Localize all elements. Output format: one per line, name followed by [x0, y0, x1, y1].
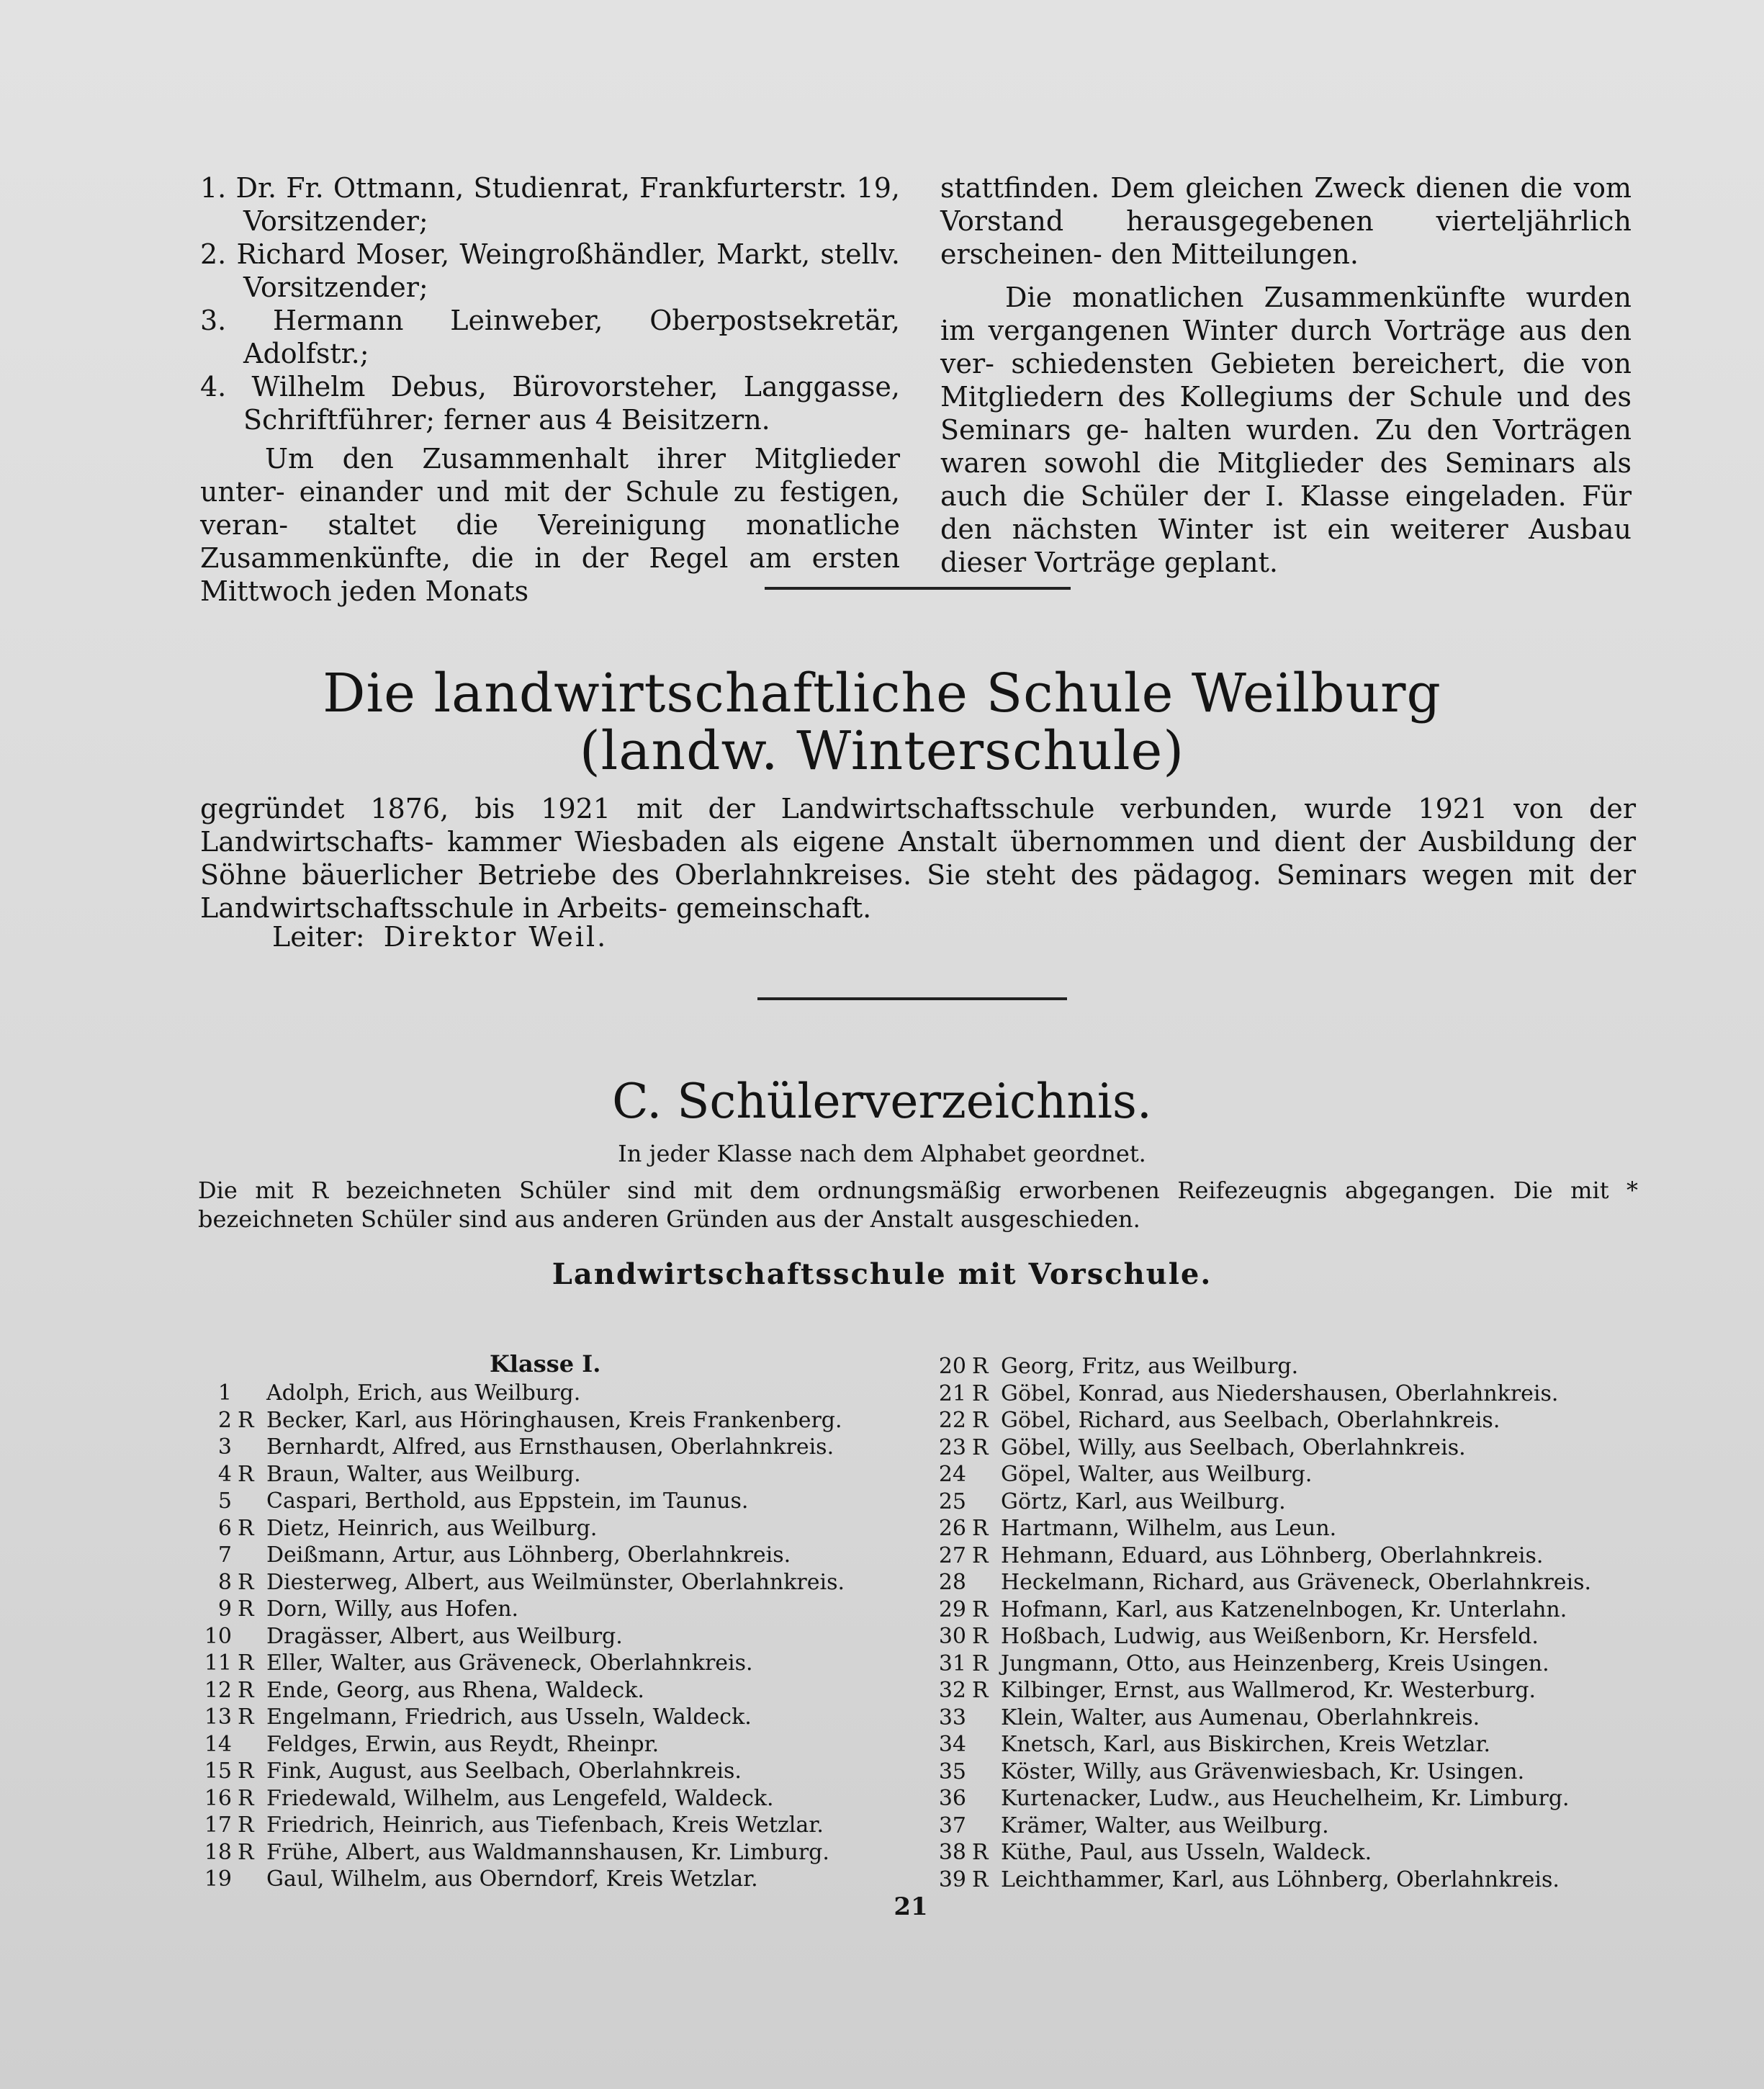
student-flag: R — [238, 1839, 254, 1865]
student-row — [180, 1488, 922, 1515]
student-flag: R — [238, 1569, 254, 1595]
student-number: 26 — [938, 1516, 966, 1541]
student-flag: R — [972, 1596, 989, 1622]
student-entry: Hofmann, Karl, aus Katzenelnbogen, Kr. Unterlahn. — [1001, 1596, 1567, 1622]
student-number: 30 — [938, 1624, 966, 1649]
student-entry: Göpel, Walter, aus Weilburg. — [1001, 1462, 1313, 1487]
right-paragraph-2: Die monatlichen Zusammenkünfte wurden im vergangenen Winter durch Vorträge aus den ver- schiedensten Gebieten bereichert, die von Mitgliedern des Kollegiums der Schule und des Seminars ge- halten wurden. Zu den Vorträgen waren sowohl die Mitglieder des Seminars als auch die Schüler der I. Klasse eingeladen. Für den nächsten Winter ist ein weiterer Ausbau dieser Vorträge geplant. — [940, 282, 1632, 578]
student-number: 24 — [938, 1462, 966, 1487]
member-2: 2. Richard Moser, Weingroßhändler, Markt, stellv. Vorsitzender; — [200, 238, 900, 303]
student-flag: R — [972, 1542, 989, 1568]
student-row — [180, 1542, 922, 1569]
student-flag — [238, 1434, 266, 1461]
student-flag — [238, 1731, 266, 1758]
student-row — [914, 1407, 1634, 1434]
student-number: 11 — [204, 1650, 232, 1676]
student-row — [914, 1488, 1634, 1516]
student-row — [914, 1839, 1634, 1866]
student-number: 12 — [204, 1677, 232, 1703]
student-entry: Georg, Fritz, aus Weilburg. — [1001, 1354, 1299, 1379]
student-entry: Eller, Walter, aus Gräveneck, Oberlahnkreis. — [266, 1650, 753, 1676]
student-flag: R — [972, 1840, 989, 1865]
student-row — [180, 1515, 922, 1542]
student-number: 35 — [938, 1758, 966, 1784]
student-entry: Hartmann, Wilhelm, aus Leun. — [1001, 1516, 1337, 1541]
student-number: 9 — [217, 1596, 232, 1622]
student-number: 32 — [938, 1678, 966, 1703]
student-number: 23 — [938, 1434, 966, 1460]
student-entry: Küthe, Paul, aus Usseln, Waldeck. — [1001, 1840, 1372, 1865]
student-entry: Feldges, Erwin, aus Reydt, Rheinpr. — [266, 1731, 660, 1757]
register-note: Die mit R bezeichneten Schüler sind mit dem ordnungsmäßig erworbenen Reifezeugnis abgegangen. Die mit * bezeichneten Schüler sind aus anderen Gründen aus der Anstalt ausgeschieden. — [198, 1177, 1638, 1233]
student-number: 22 — [938, 1408, 966, 1433]
student-flag: R — [972, 1434, 989, 1460]
student-number: 37 — [938, 1812, 966, 1838]
student-number: 34 — [938, 1732, 966, 1757]
school-title-line-2: (landw. Winterschule) — [579, 720, 1185, 782]
leader-label: Leiter: — [272, 921, 365, 953]
student-entry: Hoßbach, Ludwig, aus Weißenborn, Kr. Hersfeld. — [1001, 1624, 1539, 1649]
student-number: 15 — [204, 1758, 232, 1784]
student-flag — [238, 1623, 266, 1650]
student-number: 7 — [217, 1542, 232, 1568]
register-subheading: In jeder Klasse nach dem Alphabet geordnet. — [618, 1140, 1146, 1167]
student-flag: R — [238, 1461, 254, 1487]
student-flag — [972, 1488, 1001, 1516]
klasse-label: Klasse I. — [490, 1350, 601, 1378]
student-entry: Dragässer, Albert, aus Weilburg. — [266, 1623, 623, 1649]
student-flag — [238, 1488, 266, 1515]
student-row — [180, 1650, 922, 1677]
student-list-left — [180, 1380, 922, 1893]
student-row — [914, 1677, 1634, 1704]
student-flag: R — [238, 1785, 254, 1811]
student-entry: Gaul, Wilhelm, aus Oberndorf, Kreis Wetzlar. — [266, 1866, 758, 1892]
student-flag: R — [972, 1650, 989, 1676]
student-number: 2 — [217, 1407, 232, 1433]
student-number: 4 — [217, 1461, 232, 1487]
divider-2 — [757, 997, 1067, 1000]
student-number: 1 — [217, 1380, 232, 1406]
student-flag — [238, 1380, 266, 1407]
student-flag — [972, 1785, 1001, 1812]
student-number: 14 — [204, 1731, 232, 1757]
school-title-line-1: Die landwirtschaftliche Schule Weilburg — [323, 662, 1441, 724]
student-number: 10 — [204, 1623, 232, 1649]
student-flag — [972, 1731, 1001, 1758]
student-number: 33 — [938, 1704, 966, 1730]
student-entry: Krämer, Walter, aus Weilburg. — [1001, 1812, 1329, 1838]
student-entry: Friedewald, Wilhelm, aus Lengefeld, Waldeck. — [266, 1785, 774, 1811]
student-entry: Ende, Georg, aus Rhena, Waldeck. — [266, 1677, 644, 1703]
student-row — [914, 1569, 1634, 1596]
student-entry: Engelmann, Friedrich, aus Usseln, Waldeck. — [266, 1704, 752, 1730]
member-4: 4. Wilhelm Debus, Bürovorsteher, Langgasse, Schriftführer; ferner aus 4 Beisitzern. — [200, 371, 900, 436]
student-entry: Göbel, Willy, aus Seelbach, Oberlahnkreis. — [1001, 1434, 1466, 1460]
student-row — [180, 1704, 922, 1731]
student-entry: Kilbinger, Ernst, aus Wallmerod, Kr. Westerburg. — [1001, 1678, 1536, 1703]
student-flag: R — [238, 1758, 254, 1784]
student-entry: Jungmann, Otto, aus Heinzenberg, Kreis Usingen. — [1001, 1650, 1549, 1676]
student-row — [914, 1434, 1634, 1462]
left-column — [200, 171, 900, 608]
student-entry: Dietz, Heinrich, aus Weilburg. — [266, 1515, 598, 1541]
student-number: 20 — [938, 1354, 966, 1379]
student-number: 5 — [217, 1488, 232, 1514]
student-flag: R — [972, 1516, 989, 1541]
student-number: 18 — [204, 1839, 232, 1865]
student-flag — [972, 1704, 1001, 1732]
student-entry: Hehmann, Eduard, aus Löhnberg, Oberlahnkreis. — [1001, 1542, 1544, 1568]
student-row — [180, 1677, 922, 1704]
student-flag — [972, 1758, 1001, 1786]
student-entry: Bernhardt, Alfred, aus Ernsthausen, Oberlahnkreis. — [266, 1434, 834, 1460]
student-entry: Heckelmann, Richard, aus Gräveneck, Oberlahnkreis. — [1001, 1570, 1592, 1595]
student-flag: R — [238, 1677, 254, 1703]
student-number: 13 — [204, 1704, 232, 1730]
student-entry: Friedrich, Heinrich, aus Tiefenbach, Kreis Wetzlar. — [266, 1812, 824, 1838]
student-row — [914, 1812, 1634, 1840]
student-row — [914, 1596, 1634, 1624]
student-number: 28 — [938, 1570, 966, 1595]
student-row — [180, 1623, 922, 1650]
student-flag: R — [972, 1678, 989, 1703]
divider-1 — [765, 587, 1071, 590]
student-row — [180, 1380, 922, 1407]
student-entry: Caspari, Berthold, aus Eppstein, im Taunus. — [266, 1488, 749, 1514]
student-row — [180, 1434, 922, 1461]
student-row — [180, 1812, 922, 1839]
student-row — [914, 1785, 1634, 1812]
student-number: 8 — [217, 1569, 232, 1595]
student-flag: R — [238, 1812, 254, 1838]
student-row — [914, 1380, 1634, 1408]
student-row — [914, 1731, 1634, 1758]
student-entry: Göbel, Richard, aus Seelbach, Oberlahnkreis. — [1001, 1408, 1500, 1433]
leader-name: Direktor Weil. — [383, 921, 608, 953]
student-row — [180, 1839, 922, 1866]
student-entry: Fink, August, aus Seelbach, Oberlahnkreis. — [266, 1758, 742, 1784]
student-flag — [972, 1461, 1001, 1488]
page-number: 21 — [894, 1892, 928, 1921]
student-number: 36 — [938, 1786, 966, 1811]
student-number: 21 — [938, 1380, 966, 1406]
student-row — [180, 1596, 922, 1623]
student-entry: Köster, Willy, aus Grävenwiesbach, Kr. Usingen. — [1001, 1758, 1525, 1784]
student-flag: R — [238, 1515, 254, 1541]
student-entry: Göbel, Konrad, aus Niedershausen, Oberlahnkreis. — [1001, 1380, 1559, 1406]
student-row — [914, 1704, 1634, 1732]
student-row — [914, 1542, 1634, 1570]
student-entry: Becker, Karl, aus Höringhausen, Kreis Frankenberg. — [266, 1407, 842, 1433]
student-flag — [238, 1542, 266, 1569]
student-flag — [972, 1569, 1001, 1596]
student-row — [914, 1758, 1634, 1786]
student-entry: Diesterweg, Albert, aus Weilmünster, Oberlahnkreis. — [266, 1569, 845, 1595]
student-row — [180, 1866, 922, 1893]
student-number: 17 — [204, 1812, 232, 1838]
student-flag: R — [972, 1408, 989, 1433]
student-row — [180, 1569, 922, 1596]
student-flag: R — [238, 1650, 254, 1676]
student-row — [914, 1353, 1634, 1380]
left-paragraph: Um den Zusammenhalt ihrer Mitglieder unter- einander und mit der Schule zu festigen, veran- staltet die Vereinigung monatliche Zusammenkünfte, die in der Regel am ersten Mittwoch jeden Monats — [200, 443, 900, 607]
student-flag: R — [238, 1407, 254, 1433]
student-flag: R — [238, 1596, 254, 1622]
right-column — [940, 171, 1632, 579]
student-number: 27 — [938, 1542, 966, 1568]
student-flag — [238, 1866, 266, 1893]
register-heading: C. Schülerverzeichnis. — [612, 1074, 1152, 1129]
student-row — [180, 1461, 922, 1488]
student-row — [914, 1623, 1634, 1650]
member-1: 1. Dr. Fr. Ottmann, Studienrat, Frankfurterstr. 19, Vorsitzender; — [200, 172, 900, 237]
student-flag: R — [972, 1354, 989, 1379]
student-row — [180, 1407, 922, 1434]
student-number: 6 — [217, 1515, 232, 1541]
student-entry: Braun, Walter, aus Weilburg. — [266, 1461, 581, 1487]
student-number: 19 — [204, 1866, 232, 1892]
student-entry: Frühe, Albert, aus Waldmannshausen, Kr. Limburg. — [266, 1839, 829, 1865]
student-entry: Adolph, Erich, aus Weilburg. — [266, 1380, 581, 1406]
student-row — [914, 1461, 1634, 1488]
student-row — [914, 1650, 1634, 1678]
student-entry: Kurtenacker, Ludw., aus Heuchelheim, Kr. Limburg. — [1001, 1786, 1570, 1811]
student-number: 25 — [938, 1488, 966, 1514]
student-flag — [972, 1812, 1001, 1840]
student-number: 38 — [938, 1840, 966, 1865]
student-row — [914, 1515, 1634, 1542]
student-row — [914, 1866, 1634, 1894]
student-flag: R — [972, 1866, 989, 1892]
school-description: gegründet 1876, bis 1921 mit der Landwirtschaftsschule verbunden, wurde 1921 von der Landwirtschafts- kammer Wiesbaden als eigene Anstalt übernommen und dient der Ausbildung der Söhne bäuerlicher Betriebe des Oberlahnkreises. Sie steht des pädagog. Seminars wegen mit der Landwirtschaftsschule in Arbeits- gemeinschaft. — [200, 793, 1636, 924]
student-number: 39 — [938, 1866, 966, 1892]
school-leader — [200, 920, 1636, 953]
student-entry: Leichthammer, Karl, aus Löhnberg, Oberlahnkreis. — [1001, 1866, 1560, 1892]
student-entry: Knetsch, Karl, aus Biskirchen, Kreis Wetzlar. — [1001, 1732, 1491, 1757]
student-entry: Klein, Walter, aus Aumenau, Oberlahnkreis. — [1001, 1704, 1480, 1730]
section-title: Landwirtschaftsschule mit Vorschule. — [552, 1257, 1212, 1291]
student-entry: Görtz, Karl, aus Weilburg. — [1001, 1488, 1286, 1514]
student-entry: Dorn, Willy, aus Hofen. — [266, 1596, 519, 1622]
student-row — [180, 1731, 922, 1758]
student-list-right — [914, 1353, 1634, 1893]
student-number: 29 — [938, 1596, 966, 1622]
student-entry: Deißmann, Artur, aus Löhnberg, Oberlahnkreis. — [266, 1542, 791, 1568]
right-paragraph-1: stattfinden. Dem gleichen Zweck dienen die vom Vorstand herausgegebenen vierteljährlich erscheinen- den Mitteilungen. — [940, 172, 1632, 270]
student-number: 31 — [938, 1650, 966, 1676]
student-flag: R — [972, 1380, 989, 1406]
student-flag: R — [972, 1624, 989, 1649]
student-row — [180, 1785, 922, 1812]
student-flag: R — [238, 1704, 254, 1730]
member-3: 3. Hermann Leinweber, Oberpostsekretär, Adolfstr.; — [200, 305, 900, 369]
student-number: 16 — [204, 1785, 232, 1811]
student-number: 3 — [217, 1434, 232, 1460]
student-row — [180, 1758, 922, 1785]
